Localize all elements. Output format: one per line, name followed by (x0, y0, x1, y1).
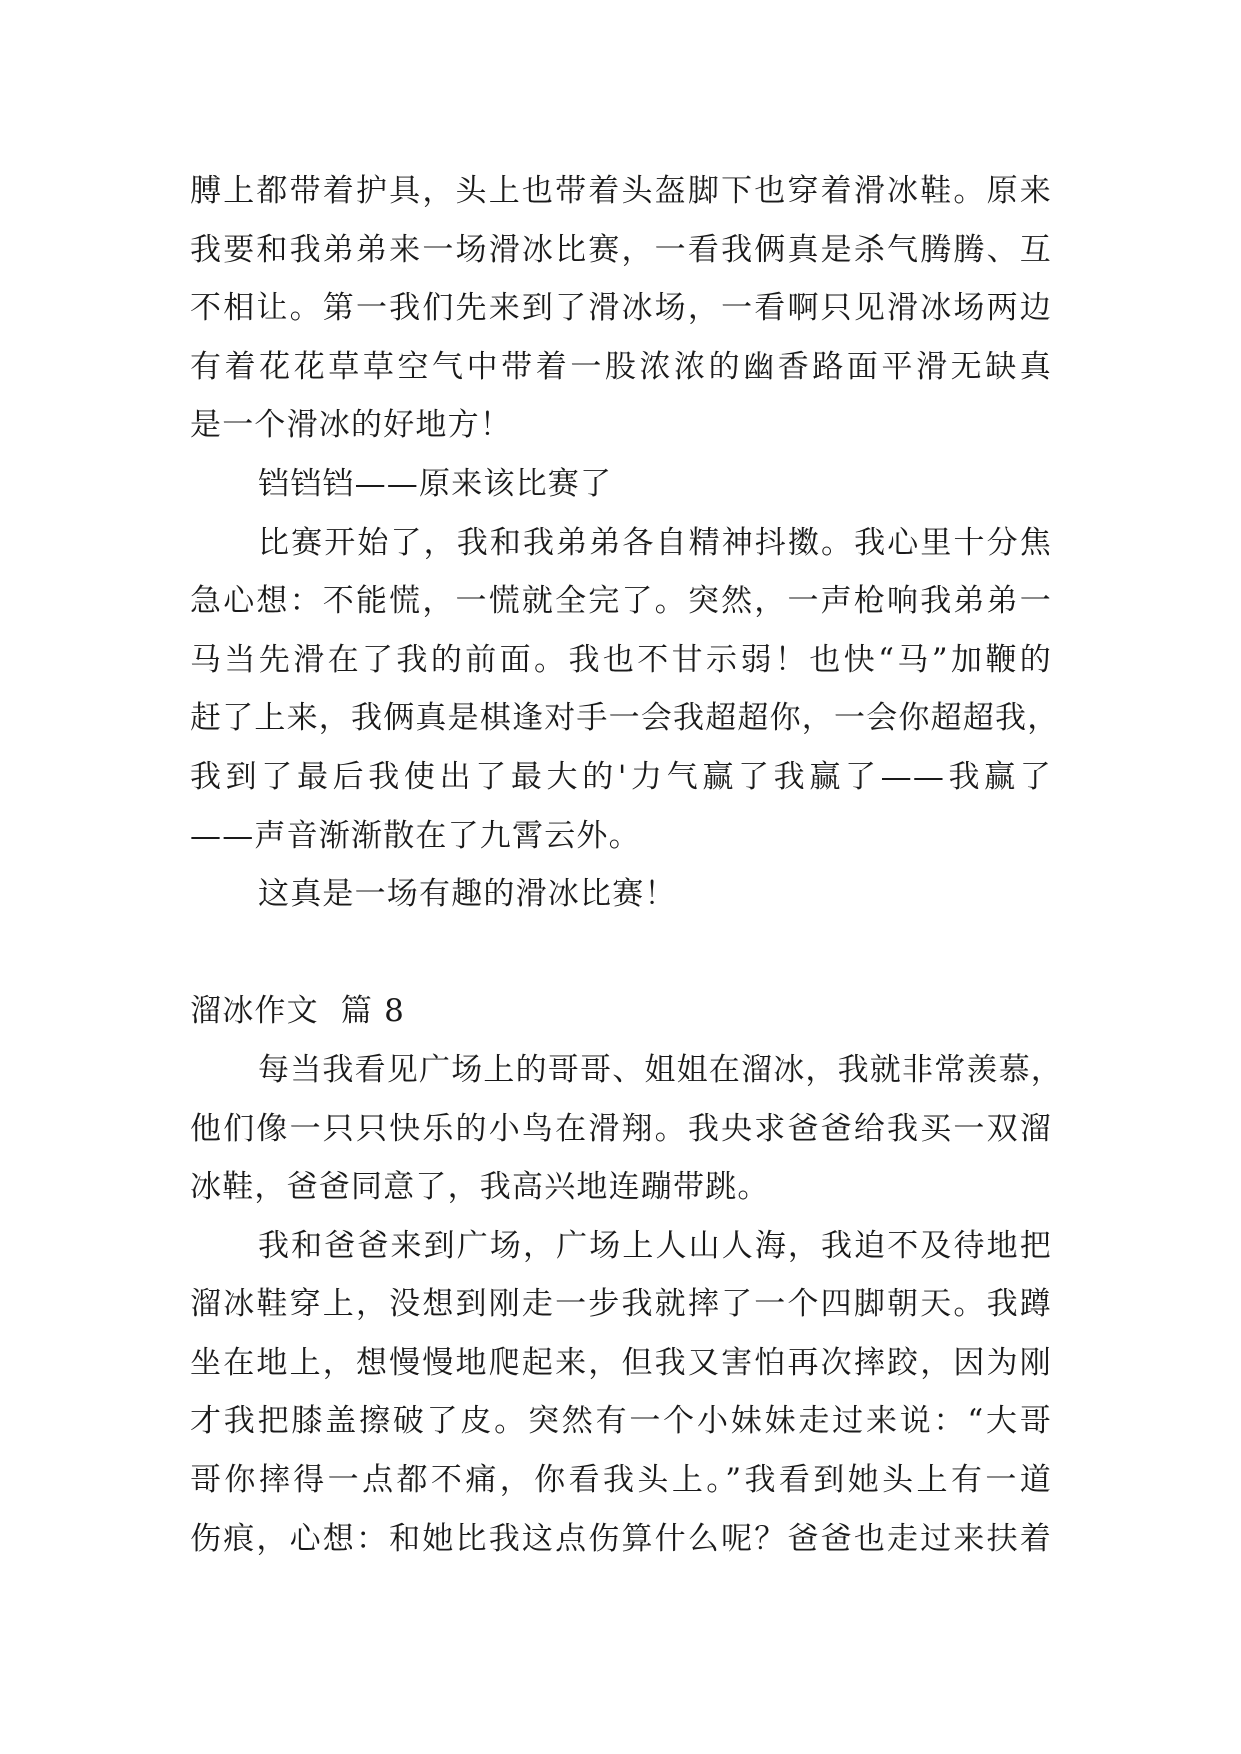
paragraph-line: 哥你摔得一点都不痛，你看我头上。”我看到她头上有一道 (190, 1462, 1052, 1499)
paragraph-line: 他们像一只只快乐的小鸟在滑翔。我央求爸爸给我买一双溜 (190, 1110, 1052, 1147)
paragraph-line: 伤痕，心想：和她比我这点伤算什么呢？爸爸也走过来扶着 (190, 1520, 1052, 1557)
paragraph-line: 坐在地上，想慢慢地爬起来，但我又害怕再次摔跤，因为刚 (190, 1344, 1052, 1381)
paragraph-line: 我到了最后我使出了最大的'力气赢了我赢了——我赢了 (190, 758, 1052, 795)
paragraph-line: 膊上都带着护具，头上也带着头盔脚下也穿着滑冰鞋。原来 (190, 173, 1052, 209)
paragraph-line: 我和爸爸来到广场，广场上人山人海，我迫不及待地把 (258, 1227, 1052, 1264)
paragraph-line: ——声音渐渐散在了九霄云外。 (190, 817, 641, 854)
document-body (190, 162, 1063, 1568)
paragraph-line: 赶了上来，我俩真是棋逢对手一会我超超你，一会你超超我， (190, 700, 1060, 737)
paragraph-line: 我要和我弟弟来一场滑冰比赛，一看我俩真是杀气腾腾、互 (190, 231, 1052, 268)
paragraph-line: 冰鞋，爸爸同意了，我高兴地连蹦带跳。 (190, 1169, 770, 1206)
paragraph-line: 溜冰鞋穿上，没想到刚走一步我就摔了一个四脚朝天。我蹲 (190, 1286, 1052, 1323)
section-heading: 溜冰作文 篇 8 (190, 993, 406, 1030)
paragraph-line: 这真是一场有趣的滑冰比赛！ (258, 876, 677, 913)
paragraph-line: 比赛开始了，我和我弟弟各自精神抖擞。我心里十分焦 (258, 524, 1052, 561)
paragraph-line: 铛铛铛——原来该比赛了 (258, 465, 613, 502)
paragraph-line: 马当先滑在了我的前面。我也不甘示弱！也快“马”加鞭的 (190, 641, 1052, 678)
paragraph-line: 每当我看见广场上的哥哥、姐姐在溜冰，我就非常羡慕， (258, 1051, 1063, 1088)
paragraph-line: 是一个滑冰的好地方！ (190, 407, 512, 444)
paragraph-line: 有着花花草草空气中带着一股浓浓的幽香路面平滑无缺真 (190, 348, 1052, 385)
paragraph-line: 急心想：不能慌，一慌就全完了。突然，一声枪响我弟弟一 (190, 583, 1052, 620)
paragraph-line: 才我把膝盖擦破了皮。突然有一个小妹妹走过来说：“大哥 (190, 1403, 1052, 1440)
paragraph-line: 不相让。第一我们先来到了滑冰场，一看啊只见滑冰场两边 (190, 290, 1052, 327)
section-spacer (190, 924, 1052, 983)
